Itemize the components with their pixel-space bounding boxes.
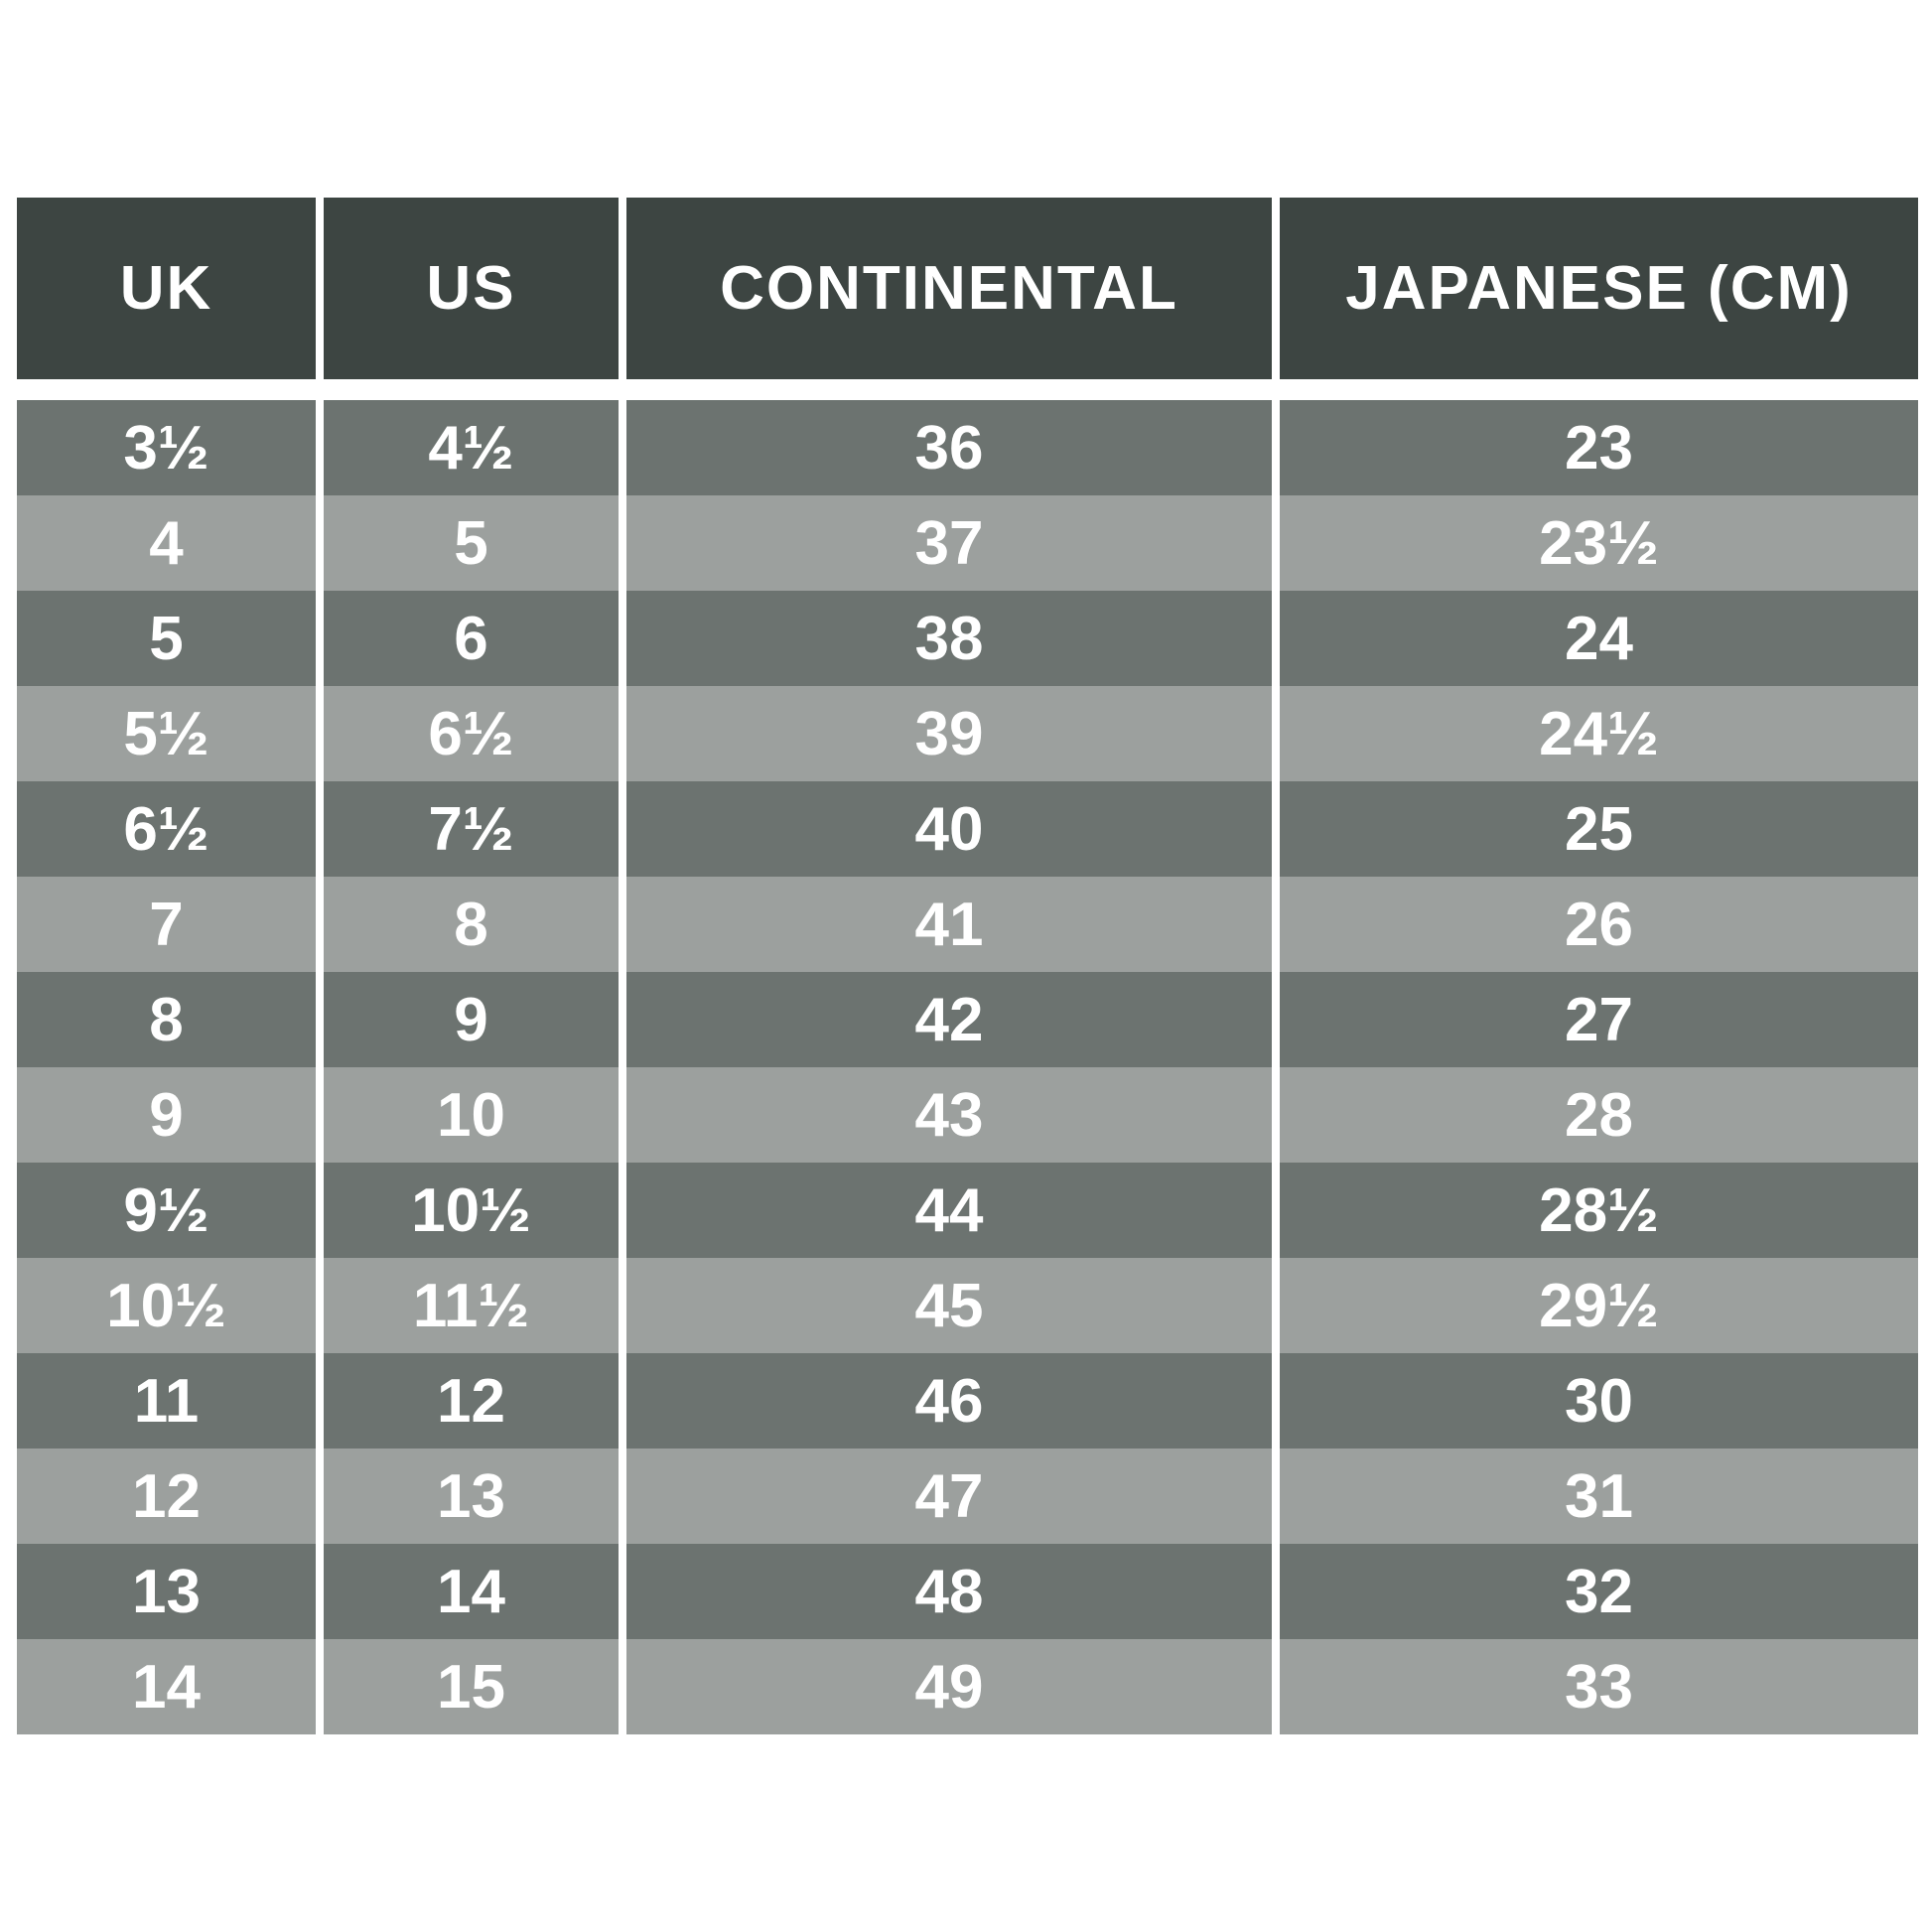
header-cell-continental: CONTINENTAL [626,198,1272,379]
cell-japanese-size: 32 [1280,1544,1918,1639]
cell-japanese-size: 33 [1280,1639,1918,1734]
cell-us-size: 7½ [324,781,619,877]
cell-continental-size: 43 [626,1067,1272,1163]
table-row [17,1449,1919,1544]
cell-us-size: 10½ [324,1163,619,1258]
cell-uk-size: 12 [17,1449,316,1544]
cell-japanese-size: 30 [1280,1353,1918,1449]
cell-us-size: 8 [324,877,619,972]
cell-uk-size: 5½ [17,686,316,781]
cell-uk-size: 14 [17,1639,316,1734]
table-row [17,972,1919,1067]
cell-uk-size: 11 [17,1353,316,1449]
cell-us-size: 6 [324,591,619,686]
cell-japanese-size: 28½ [1280,1163,1918,1258]
table-header-row [17,198,1919,379]
table-row [17,1639,1919,1734]
table-row [17,686,1919,781]
table-row [17,591,1919,686]
header-cell-japanese: JAPANESE (CM) [1280,198,1918,379]
cell-uk-size: 8 [17,972,316,1067]
cell-us-size: 9 [324,972,619,1067]
cell-continental-size: 47 [626,1449,1272,1544]
cell-japanese-size: 25 [1280,781,1918,877]
table-row [17,1163,1919,1258]
cell-uk-size: 10½ [17,1258,316,1353]
cell-continental-size: 36 [626,400,1272,495]
header-cell-uk: UK [17,198,316,379]
cell-continental-size: 41 [626,877,1272,972]
cell-japanese-size: 31 [1280,1449,1918,1544]
cell-continental-size: 39 [626,686,1272,781]
cell-us-size: 6½ [324,686,619,781]
cell-uk-size: 5 [17,591,316,686]
table-row [17,877,1919,972]
cell-japanese-size: 28 [1280,1067,1918,1163]
table-row [17,1258,1919,1353]
table-row [17,1544,1919,1639]
cell-us-size: 13 [324,1449,619,1544]
cell-uk-size: 9½ [17,1163,316,1258]
cell-japanese-size: 24 [1280,591,1918,686]
cell-japanese-size: 29½ [1280,1258,1918,1353]
cell-continental-size: 37 [626,495,1272,591]
cell-continental-size: 44 [626,1163,1272,1258]
cell-uk-size: 13 [17,1544,316,1639]
cell-us-size: 12 [324,1353,619,1449]
cell-us-size: 5 [324,495,619,591]
table-row [17,1067,1919,1163]
cell-continental-size: 45 [626,1258,1272,1353]
cell-japanese-size: 27 [1280,972,1918,1067]
cell-continental-size: 40 [626,781,1272,877]
cell-continental-size: 42 [626,972,1272,1067]
cell-japanese-size: 23½ [1280,495,1918,591]
cell-uk-size: 6½ [17,781,316,877]
table-row [17,495,1919,591]
cell-us-size: 4½ [324,400,619,495]
cell-continental-size: 48 [626,1544,1272,1639]
cell-japanese-size: 26 [1280,877,1918,972]
cell-continental-size: 49 [626,1639,1272,1734]
cell-continental-size: 46 [626,1353,1272,1449]
cell-uk-size: 9 [17,1067,316,1163]
header-cell-us: US [324,198,619,379]
cell-japanese-size: 24½ [1280,686,1918,781]
table-row [17,1353,1919,1449]
cell-us-size: 10 [324,1067,619,1163]
shoe-size-conversion-table [17,198,1919,1734]
table-row [17,781,1919,877]
cell-continental-size: 38 [626,591,1272,686]
table-row [17,400,1919,495]
table-body [17,400,1919,1734]
cell-uk-size: 3½ [17,400,316,495]
cell-uk-size: 7 [17,877,316,972]
cell-japanese-size: 23 [1280,400,1918,495]
cell-uk-size: 4 [17,495,316,591]
cell-us-size: 15 [324,1639,619,1734]
cell-us-size: 14 [324,1544,619,1639]
cell-us-size: 11½ [324,1258,619,1353]
